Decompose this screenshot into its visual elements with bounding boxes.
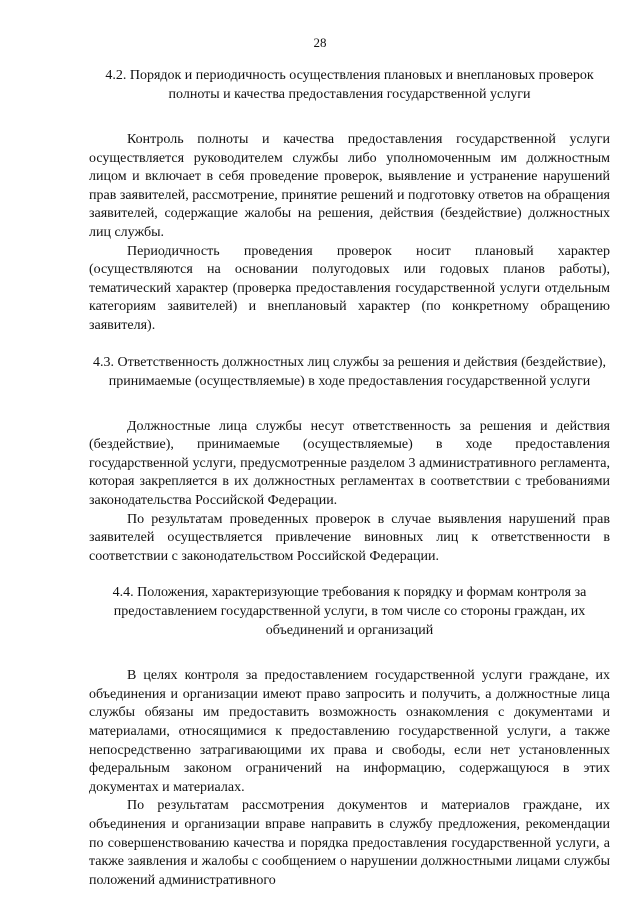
section-4-3-paragraph-2: По результатам проведенных проверок в случае выявления нарушений прав заявителей осуществляется привлечение виновных лиц к ответственности в соответствии с законодательством Российской Федерации. <box>89 511 610 564</box>
spacer <box>89 640 610 667</box>
spacer <box>89 566 610 583</box>
spacer <box>89 336 610 353</box>
page-content <box>89 66 610 890</box>
section-4-2-paragraph-1: Контроль полноты и качества предоставления государственной услуги осуществляется руководителем службы либо уполномоченным им должностным лицом и включает в себя проведение проверок, выявление и устранение нарушений прав заявителей, рассмотрение, принятие решений и подготовку ответов на обращения заявителей, содержащие жалобы на решения, действия (бездействие) должностных лиц службы. <box>89 132 610 240</box>
section-4-3-paragraph-1: Должностные лица службы несут ответственность за решения и действия (бездействие), принимаемые (осуществляемые) в ходе предоставления государственной услуги, предусмотренные разделом 3 административного регламента, которая закрепляется в их должностных регламентах в соответствии с требованиями законодательства Российской Федерации. <box>89 418 610 508</box>
spacer <box>89 104 610 131</box>
section-4-4-paragraph-1: В целях контроля за предоставлением государственной услуги граждане, их объединения и организации имеют право запросить и получить, а должностные лица службы обязаны им предоставить возможность ознакомления с документами и материалами, относящимися к предоставлению государственной услуги, а также непосредственно затрагивающими их права и свободы, если нет установленных федеральным законом ограничений на информацию, содержащуюся в этих документах и материалах. <box>89 668 610 795</box>
section-4-2-heading: 4.2. Порядок и периодичность осуществления плановых и внеплановых проверок полноты и качества предоставления государственной услуги <box>105 68 594 102</box>
section-4-2-paragraph-2: Периодичность проведения проверок носит плановый характер (осуществляются на основании полугодовых или годовых планов работы), тематический характер (проверка предоставления государственной услуги отдельным категориям заявителей) и внеплановый характер (по конкретному обращению заявителя). <box>89 243 610 333</box>
section-4-4-paragraph-2: По результатам рассмотрения документов и материалов граждане, их объединения и организации вправе направить в службу предложения, рекомендации по совершенствованию качества и порядка предоставления государственной услуги, а также заявления и жалобы с сообщением о нарушении должностными лицами службы положений административного <box>89 798 610 888</box>
page-number: 28 <box>313 35 327 50</box>
section-4-4-heading: 4.4. Положения, характеризующие требования к порядку и формам контроля за предоставлением государственной услуги, в том числе со стороны граждан, их объединений и организаций <box>112 585 587 639</box>
section-4-3-heading: 4.3. Ответственность должностных лиц службы за решения и действия (бездействие), принимаемые (осуществляемые) в ходе предоставления государственной услуги <box>92 354 607 389</box>
spacer <box>89 391 610 418</box>
